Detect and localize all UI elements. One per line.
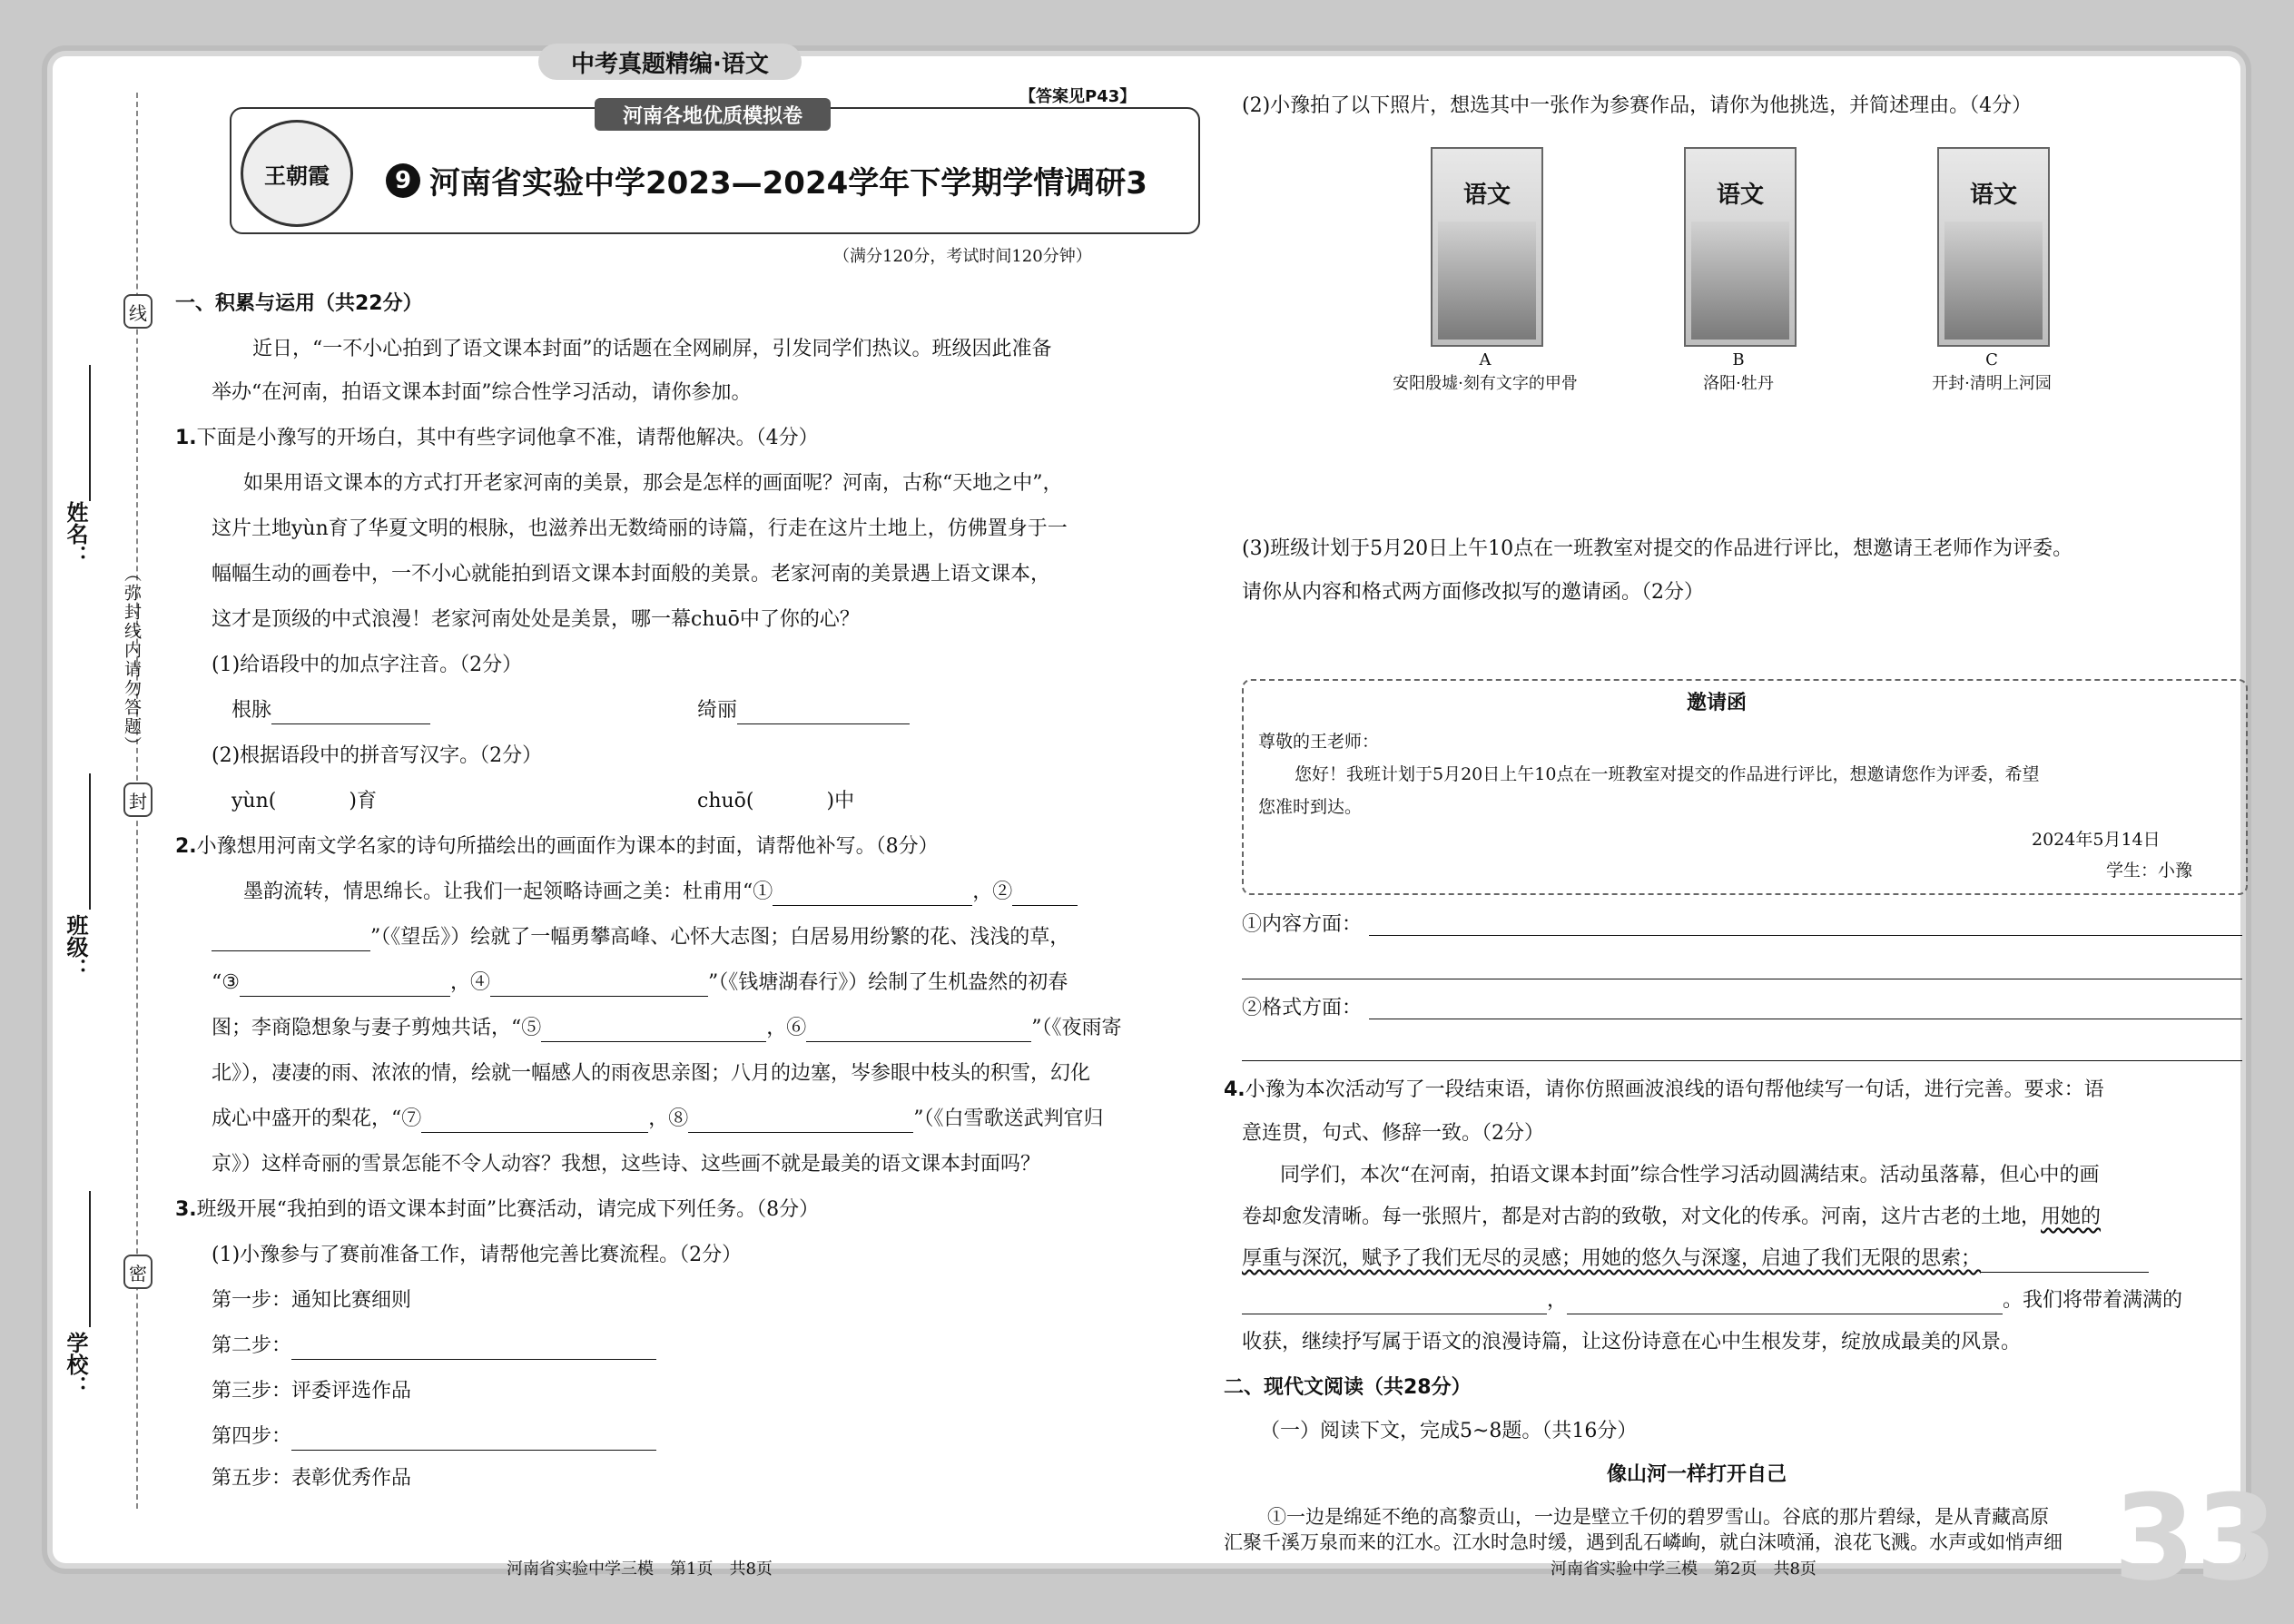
answer-line[interactable] [1369,935,2242,936]
step-5: 第五步：表彰优秀作品 [212,1467,412,1490]
name-field[interactable] [89,365,91,501]
reading-1-instruction: （一）阅读下文，完成5~8题。（共16分） [1260,1420,1638,1442]
photo-c-caption: C 开封·清明上河园 [1932,350,2052,393]
intro-line-1: 近日，“一不小心拍到了语文课本封面”的话题在全网刷屏，引发同学们热议。班级因此准备 [252,338,1052,360]
essay-paragraph-2: 汇聚千溪万泉而来的江水。江水时急时缓，遇到乱石嶙峋，就白沫喷涌，浪花飞溅。水声或如悄声细 [1224,1531,2063,1553]
step-2: 第二步： [212,1333,656,1360]
q2-line-1: 墨韵流转，情思绵长。让我们一起领略诗画之美：杜甫用“① ，② [243,879,1078,906]
answer-blank[interactable] [688,1112,913,1133]
q4-passage-line-4: ， 。我们将带着满满的 [1242,1287,2182,1314]
answer-blank[interactable] [240,976,450,997]
photo-option-a[interactable] [1431,147,1543,347]
q4-passage-line-1: 同学们，本次“在河南，拍语文课本封面”综合性学习活动圆满结束。活动虽落幕，但心中的画 [1280,1164,2100,1186]
question-3-3-line-1: (3)班级计划于5月20日上午10点在一班教室对提交的作品进行评比，想邀请王老师作为评委。 [1242,537,2073,560]
question-4: 4.小豫为本次活动写了一段结束语，请你仿照画波浪线的语句帮他续写一句话，进行完善。要求：语 [1224,1078,2104,1101]
seal-mark-mi: 密 [123,1255,153,1289]
cover-image-peony [1691,221,1789,340]
question-4-line-2: 意连贯，句式、修辞一致。（2分） [1242,1122,1544,1145]
content-aspect-label: ①内容方面： [1242,913,1363,936]
q2-line-4: 图；李商隐想象与妻子剪烛共话，“⑤ ，⑥ ”（《夜雨寄 [212,1015,1122,1042]
answer-blank[interactable] [737,704,910,724]
left-page-footer: 河南省实验中学三模 第1页 共8页 [507,1560,773,1579]
q2-line-2: ”（《望岳》）绘就了一幅勇攀高峰、心怀大志图；白居易用纷繁的花、浅浅的草， [212,924,1069,951]
question-3-1: (1)小豫参与了赛前准备工作，请帮他完善比赛流程。（2分） [212,1244,743,1266]
format-aspect-label: ②格式方面： [1242,997,1363,1019]
question-2: 2.小豫想用河南文学名家的诗句所描绘出的画面作为课本的封面，请帮他补写。（8分） [175,835,939,858]
essay-paragraph-1: ①一边是绵延不绝的高黎贡山，一边是壁立千仞的碧罗雪山。谷底的那片碧绿，是从青藏高原 [1267,1506,2049,1528]
q1-passage-line-1: 如果用语文课本的方式打开老家河南的美景，那会是怎样的画面呢？河南，古称“天地之中”， [243,472,1063,495]
school-label: 学校： [63,1332,88,1397]
cover-title: 语文 [1462,182,1511,209]
q1-1-item-2: 绮丽 [697,697,910,724]
cover-title: 语文 [1969,182,2017,209]
question-1-2: (2)根据语段中的拼音写汉字。（2分） [212,744,543,767]
page-corner-number: 33 [2113,1469,2278,1607]
answer-blank[interactable] [806,1021,1031,1042]
class-field[interactable] [89,773,91,910]
q4-passage-line-3: 厚重与深沉，赋予了我们无尽的灵感；用她的悠久与深邃，启迪了我们无限的思索； [1242,1245,2149,1273]
publisher-logo: 王朝霞 [241,120,353,227]
answer-blank[interactable] [773,885,972,906]
essay-title: 像山河一样打开自己 [1607,1463,1787,1486]
step-3: 第三步：评委评选作品 [212,1380,412,1403]
intro-line-2: 举办“在河南，拍语文课本封面”综合性学习活动，请你参加。 [212,381,752,404]
q1-passage-line-3: 幅幅生动的画卷中，一不小心就能拍到语文课本封面般的美景。老家河南的美景遇上语文课本， [212,563,1051,586]
photo-a-caption: A 安阳殷墟·刻有文字的甲骨 [1393,350,1578,393]
answer-blank[interactable] [271,704,430,724]
series-ribbon: 河南各地优质模拟卷 [595,98,831,131]
book-title-tab: 中考真题精编·语文 [538,44,802,80]
answer-line[interactable] [1242,1060,2242,1061]
q2-line-6: 成心中盛开的梨花，“⑦ ，⑧ ”（《白雪歌送武判官归 [212,1106,1104,1133]
class-label: 班级： [63,914,88,979]
q1-passage-line-4: 这才是顶级的中式浪漫！老家河南处处是美景，哪一幕chuō中了你的心？ [212,608,860,631]
q1-passage-line-2: 这片土地yùn育了华夏文明的根脉，也滋养出无数绮丽的诗篇，行走在这片土地上，仿佛置身于一 [212,517,1068,540]
answer-blank[interactable] [541,1021,766,1042]
answer-blank[interactable] [1242,1294,1547,1314]
answer-blank[interactable] [1567,1294,2003,1314]
answer-blank[interactable] [291,1339,656,1360]
q2-line-5: 北》），凄凄的雨、浓浓的情，绘就一幅感人的雨夜思亲图；八月的边塞，岑参眼中枝头的积雪，幻化 [212,1062,1091,1085]
answer-blank[interactable] [212,930,370,951]
question-3: 3.班级开展“我拍到的语文课本封面”比赛活动，请完成下列任务。（8分） [175,1198,820,1221]
invitation-signature: 学生：小豫 [2106,861,2193,881]
seal-warning: （弥封线内请勿答题） [122,565,142,755]
answer-blank[interactable] [1012,885,1078,906]
step-4: 第四步： [212,1423,656,1451]
photo-option-b[interactable] [1684,147,1797,347]
q1-2-item-2: chuō( )中 [697,790,855,812]
step-1: 第一步：通知比赛细则 [212,1289,412,1312]
answer-blank[interactable] [490,976,708,997]
q4-passage-line-2: 卷却愈发清晰。每一张照片，都是对古韵的致敬，对文化的传承。河南，这片古老的土地，用她的 [1242,1206,2102,1228]
answer-reference: 【答案见P43】 [1019,87,1137,106]
exam-title: 河南省实验中学2023—2024学年下学期学情调研3 [429,165,1147,202]
exam-title-banner [230,104,1200,234]
seal-mark-xian: 线 [123,294,153,329]
invitation-title: 邀请函 [1687,692,1748,714]
q1-1-item-1: 根脉 [231,697,430,724]
q2-line-3: “③ ，④ ”（《钱塘湖春行》）绘制了生机盎然的初春 [212,969,1068,997]
answer-blank[interactable] [1981,1252,2149,1273]
exam-sheet [53,50,2278,1607]
invitation-greeting: 尊敬的王老师： [1258,732,1380,752]
photo-b-caption: B 洛阳·牡丹 [1703,350,1774,393]
photo-option-c[interactable] [1937,147,2050,347]
exam-number-badge: 9 [386,163,420,198]
invitation-body-2: 您准时到达。 [1258,797,1363,817]
answer-blank[interactable] [291,1430,656,1451]
cover-image-oracle-bone [1438,221,1536,340]
invitation-body-1: 您好！我班计划于5月20日上午10点在一班教室对提交的作品进行评比，想邀请您作为评委，希望 [1295,764,2040,784]
q4-passage-line-5: 收获，继续抒写属于语文的浪漫诗篇，让这份诗意在心中生根发芽，绽放成最美的风景。 [1242,1331,2022,1353]
question-3-3-line-2: 请你从内容和格式两方面修改拟写的邀请函。（2分） [1242,581,1704,604]
exam-meta: （满分120分，考试时间120分钟） [833,247,1092,266]
right-page-footer: 河南省实验中学三模 第2页 共8页 [1551,1560,1816,1579]
section-2-heading: 二、现代文阅读（共28分） [1224,1376,1472,1399]
invitation-date: 2024年5月14日 [2032,830,2161,850]
q2-line-7: 京》）这样奇丽的雪景怎能不令人动容？我想，这些诗、这些画不就是最美的语文课本封面吗？ [212,1153,1041,1176]
question-1-1: (1)给语段中的加点字注音。（2分） [212,654,523,676]
name-label: 姓名： [63,501,88,566]
q1-2-item-1: yùn( )育 [231,790,377,812]
question-1: 1.下面是小豫写的开场白，其中有些字词他拿不准，请帮他解决。（4分） [175,427,819,449]
answer-blank[interactable] [421,1112,648,1133]
seal-mark-feng: 封 [123,782,153,817]
cover-title: 语文 [1716,182,1764,209]
school-field[interactable] [89,1191,91,1327]
cover-image-qingming-park [1944,221,2043,340]
question-3-2: (2)小豫拍了以下照片，想选其中一张作为参赛作品，请你为他挑选，并简述理由。（4分） [1242,94,2033,117]
section-1-heading: 一、积累与运用（共22分） [175,292,423,315]
seal-column [53,56,180,1563]
